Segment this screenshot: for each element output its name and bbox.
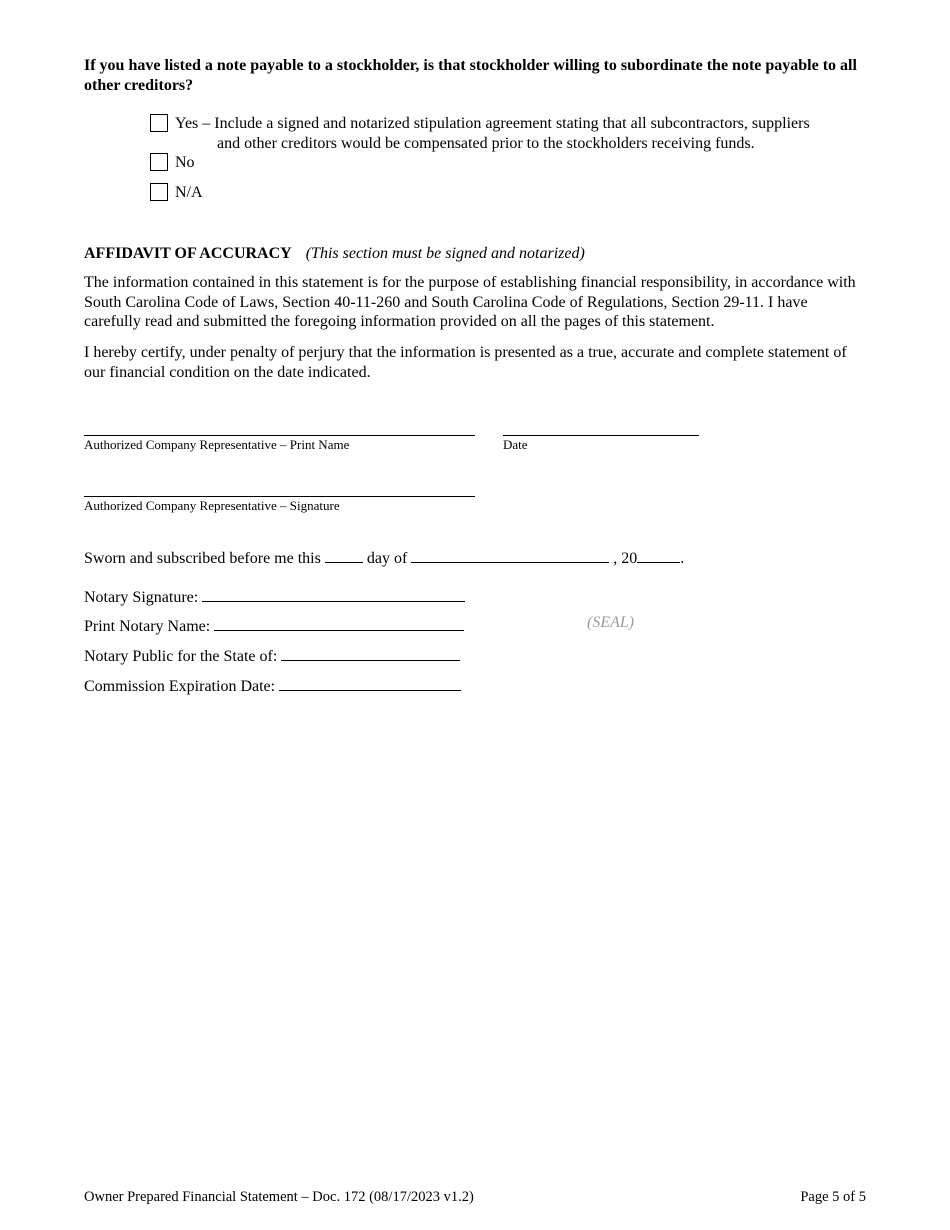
sworn-prefix: Sworn and subscribed before me this	[84, 550, 321, 567]
notary-name-row	[84, 614, 464, 637]
yes-label: Yes – Include a signed and notarized stipulation agreement stating that all subcontractors, suppliers	[175, 115, 810, 132]
sworn-year-field[interactable]	[637, 546, 680, 563]
option-na	[150, 183, 870, 203]
notary-state-label: Notary Public for the State of:	[84, 648, 278, 665]
affidavit-paragraph-2: I hereby certify, under penalty of perjury that the information is presented as a true, accurate and complete statement of our financial condition on the date indicated.	[84, 344, 847, 381]
na-checkbox[interactable]	[150, 183, 168, 201]
notary-expiration-field[interactable]	[279, 674, 461, 691]
notary-signature-label: Notary Signature:	[84, 589, 199, 606]
date-label: Date	[503, 437, 528, 452]
subordination-question: If you have listed a note payable to a stockholder, is that stockholder willing to subordinate the note payable to all other creditors?	[84, 57, 857, 94]
yes-checkbox[interactable]	[150, 114, 168, 132]
sworn-statement	[84, 546, 684, 569]
notary-expiration-row	[84, 674, 461, 697]
affidavit-paragraph-1: The information contained in this statement is for the purpose of establishing financial responsibility, in accordance with South Carolina Code of Laws, Section 40-11-260 and South Carolina Code of Regulations, Section 29-11. I have carefully read and submitted the foregoing information provided on all the pages of this statement.	[84, 274, 856, 330]
no-label: No	[175, 154, 195, 171]
notary-name-label: Print Notary Name:	[84, 618, 211, 635]
date-line[interactable]	[503, 419, 699, 436]
affidavit-heading	[84, 244, 585, 264]
notary-signature-field[interactable]	[202, 585, 465, 602]
option-no	[150, 153, 870, 173]
seal-placeholder: (SEAL)	[587, 614, 635, 631]
sworn-month-field[interactable]	[411, 546, 609, 563]
notary-name-field[interactable]	[214, 614, 464, 631]
na-label: N/A	[175, 184, 203, 201]
sworn-suffix: .	[680, 550, 685, 567]
footer-document-id: Owner Prepared Financial Statement – Doc. 172 (08/17/2023 v1.2)	[84, 1189, 474, 1205]
option-yes	[150, 114, 870, 154]
sworn-day-field[interactable]	[325, 546, 363, 563]
sworn-year-prefix: , 20	[613, 550, 638, 567]
notary-state-row	[84, 644, 460, 667]
notary-expiration-label: Commission Expiration Date:	[84, 678, 276, 695]
affidavit-title: AFFIDAVIT OF ACCURACY	[84, 245, 292, 262]
print-name-line[interactable]	[84, 419, 475, 436]
no-checkbox[interactable]	[150, 153, 168, 171]
signature-line[interactable]	[84, 480, 475, 497]
yes-label-continued: and other creditors would be compensated prior to the stockholders receiving funds.	[217, 135, 755, 152]
notary-signature-row	[84, 585, 465, 608]
footer-page-number: Page 5 of 5	[800, 1189, 866, 1205]
affidavit-note: (This section must be signed and notarized)	[305, 245, 585, 262]
sworn-day-of: day of	[366, 550, 408, 567]
signature-label: Authorized Company Representative – Signature	[84, 498, 340, 513]
notary-state-field[interactable]	[281, 644, 460, 661]
print-name-label: Authorized Company Representative – Print Name	[84, 437, 350, 452]
